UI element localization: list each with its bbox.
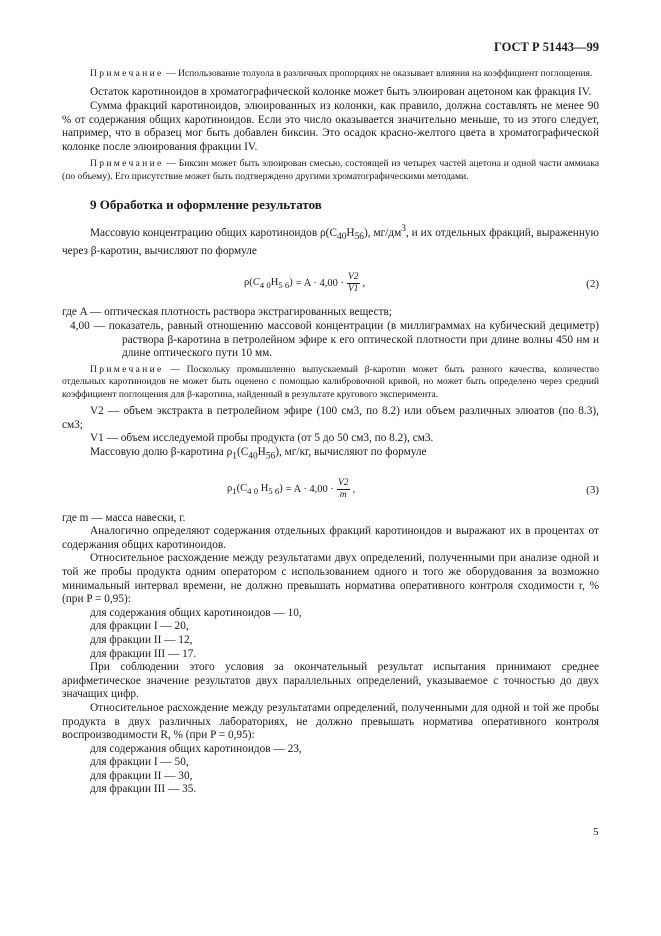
formula-number: (2): [586, 278, 599, 291]
definition-4-00: 4,00 — показатель, равный отношению массовой концентрации (в миллиграммах на кубический дециметр) раствора β-каротина в петролейном эфире к его оптической плотности при длине волны 450 нм и длине оптического пути 10 мм.: [70, 319, 599, 360]
repeatability-list: [62, 607, 599, 661]
formula-2-expression: $\rho(С_{4 0}Н_{5 6})$ = A · 4,00 · $\frac{V2}{V1}$ ,: [244, 272, 366, 295]
list-item: для содержания общих каротиноидов — 10,: [90, 606, 302, 619]
list-item: для фракции I — 20,: [90, 620, 189, 633]
paragraph-fraction-sum: Сумма фракций каротиноидов, элюированных из колонки, как правило, должна составлять не менее 90 % от содержания общих каротиноидов. Если это число оказывается значительно меньше, то из этого следует, например, что в образец мог быть добавлен биксин. Это осадок красно-желтого цвета в хроматографической колонке после элюирования фракции IV.: [62, 100, 599, 153]
note-bixin: [62, 158, 599, 183]
paragraph-fractions-percent: Аналогично определяют содержания отдельных фракций каротиноидов и выражают их в процентах от содержания общих каротиноидов.: [62, 525, 599, 551]
list-item: для фракции III — 35.: [90, 783, 197, 796]
definition-m: где m — масса навески, г.: [62, 511, 186, 524]
section-heading: 9 Обработка и оформление результатов: [90, 197, 322, 213]
list-item: для фракции III — 17.: [90, 647, 197, 660]
page-content: [62, 68, 599, 797]
definition-v2: V2 — объем экстракта в петролейном эфире (100 см3, по 8.2) или объем различных элюатов (по 8.3), см3;: [62, 404, 599, 431]
paragraph-mass-concentration: Массовую концентрацию общих каротиноидов $\rho(С_{40}Н_{56})$, $мг/дм^3$, и их отдельных фракций, выраженную через β-каротин, вычисляют по формуле: [62, 224, 599, 257]
paragraph-residue: Остаток каротиноидов в хроматографической колонке может быть элюирован ацетоном как фракция IV.: [90, 86, 592, 99]
paragraph-reproducibility: Относительное расхождение между результатами определений, полученными для одной и той же пробы продукта в двух различных лабораториях, не должно превышать норматива оперативного контроля воспроизводимости R, % (при P = 0,95):: [62, 701, 599, 742]
note-label: Примечание: [90, 363, 164, 375]
formula-3: [62, 474, 599, 504]
formula-number: (3): [586, 483, 599, 496]
note-text: — Биксин может быть элюирован смесью, состоящей из четырех частей ацетона и одной части аммиака (по объему). Его присутствие может быть подтверждено другими хроматографическими методами.: [62, 158, 599, 182]
note-beta-carotene: [62, 364, 599, 401]
fraction-v2-m: $\frac{V2}{m}$: [337, 477, 349, 500]
formula-2: [62, 268, 599, 298]
list-item: для фракции II — 30,: [90, 769, 193, 782]
note-text: — Поскольку промышленно выпускаемый β-каротин может быть разного качества, количество отдельных каротиноидов не может быть оценено с помощью калибровочной кривой, но может быть определено через средний коэффициент поглощения для β-каротина, найденный в результате кругового эксперимента.: [62, 363, 599, 400]
note-text: — Использование толуола в различных пропорциях не оказывает влияния на коэффициент поглощения.: [163, 68, 593, 79]
paragraph-mass-fraction: Массовую долю β-каротина $\rho_1(С_{40}Н_{56})$, мг/кг, вычисляют по формуле: [90, 445, 427, 462]
list-item: для содержания общих каротиноидов — 23,: [90, 742, 302, 755]
page-number: 5: [593, 826, 599, 838]
definition-a: где A — оптическая плотность раствора экстрагированных веществ;: [62, 306, 393, 319]
note-label: Примечание: [90, 68, 164, 79]
reproducibility-list: [62, 743, 599, 797]
note-label: Примечание: [90, 158, 164, 170]
note-toluene: [62, 68, 599, 80]
list-item: для фракции I — 50,: [90, 756, 189, 769]
document-code: ГОСТ Р 51443—99: [493, 40, 599, 54]
paragraph-repeatability: Относительное расхождение между результатами двух определений, полученными при анализе одной и той же пробы продукта одним оператором с использованием одного и того же оборудования за возможно минимальный интервал времени, не должно превышать норматива оперативного контроля сходимости r, % (при P = 0,95):: [62, 552, 599, 606]
formula-3-expression: $\rho_1(С_{4 0}$ $Н_{5 6}$) = A · 4,00 · $\frac{V2}{m}$ ,: [227, 477, 356, 500]
paragraph-final-result: При соблюдении этого условия за окончательный результат испытания принимают среднее арифметическое значение результатов двух параллельных определений, указываемое с точностью до двух значащих цифр.: [62, 661, 599, 701]
fraction-v2-v1: $\frac{V2}{V1}$: [347, 272, 359, 295]
list-item: для фракции II — 12,: [90, 633, 193, 646]
definition-v1: V1 — объем исследуемой пробы продукта (от 5 до 50 см3, по 8.2), см3.: [90, 432, 434, 445]
